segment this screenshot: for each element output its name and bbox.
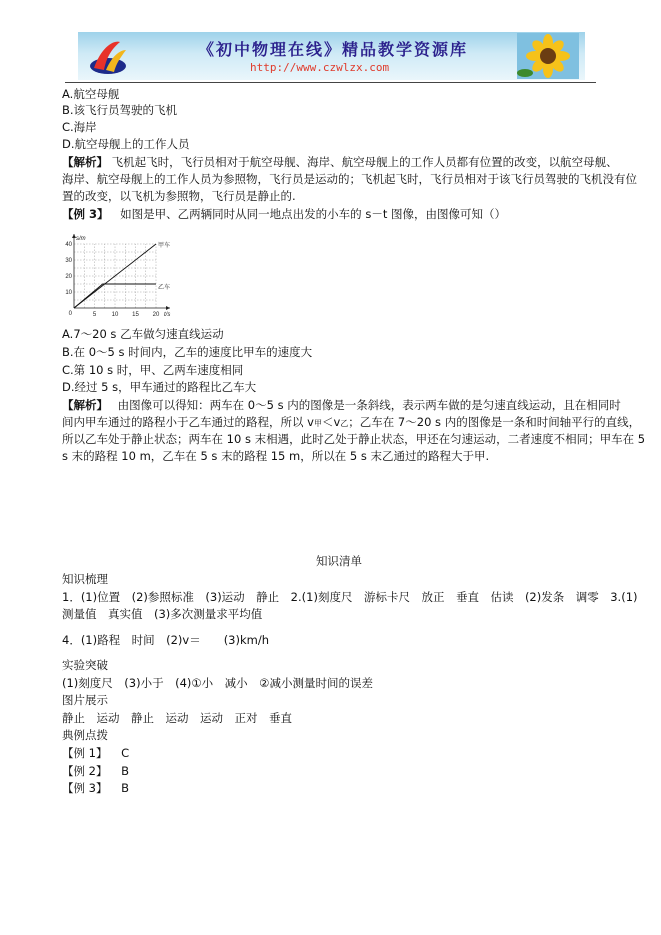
answer-line: 4．(1)路程 时间 (2)v＝ (3)km/h	[62, 633, 270, 647]
option-d: D.经过 5 s，甲车通过的路程比乙车大	[62, 380, 257, 394]
analysis-line	[62, 154, 618, 170]
x-tick-label: 15	[132, 312, 139, 318]
analysis-text: ；乙车在 7～20 s 内的图像是一条和时间轴平行的直线，	[348, 415, 641, 429]
subsection-title: 典例点拨	[62, 728, 108, 742]
x-tick-label: 10	[111, 312, 119, 318]
example-tag: 【例 3】	[62, 781, 108, 795]
analysis-line: 所以乙车处于静止状态；两车在 10 s 末相遇，此时乙处于静止状态，甲还在匀速运动，二者速度不相同；甲车在 5	[62, 432, 646, 446]
example-tag: 【例 1】	[62, 746, 108, 760]
series-label: 乙车	[158, 285, 171, 291]
subsection-title: 知识梳理	[62, 572, 108, 586]
x-tick-label: 5	[92, 312, 97, 318]
y-tick-label: 30	[65, 258, 72, 264]
answer-value: C	[121, 746, 130, 760]
analysis-text: 由图像可以得知：两车在 0～5 s 内的图像是一条斜线，表示两车做的是匀速直线运动，且在相同时	[117, 398, 621, 412]
s-t-graph	[60, 228, 180, 320]
example-answer	[62, 780, 129, 796]
analysis-text: 飞机起飞时，飞行员相对于航空母舰、海岸、航空母舰上的工作人员都有位置的改变，以航空母舰、	[111, 155, 618, 169]
analysis-line	[62, 397, 621, 413]
answer-line: (1)刻度尺 (3)小于 (4)①小 减小 ②减小测量时间的误差	[62, 676, 373, 690]
banner-title: 《初中物理在线》精品教学资源库	[198, 40, 469, 59]
origin-label: 0	[68, 311, 72, 317]
x-tick-label: 20	[152, 312, 160, 318]
analysis-text: ＜v	[321, 415, 341, 429]
sunflower-icon	[517, 33, 579, 79]
answer-line: 静止 运动 静止 运动 运动 正对 垂直	[62, 711, 292, 725]
series-label: 甲车	[158, 243, 171, 249]
example-3-stem	[62, 206, 506, 222]
y-axis-label: s/m	[76, 236, 86, 242]
option-c: C.海岸	[62, 120, 97, 134]
y-tick-label: 40	[65, 242, 72, 248]
option-a: A.7～20 s 乙车做匀速直线运动	[62, 327, 224, 341]
example-tag: 【例 2】	[62, 764, 108, 778]
y-tick-label: 20	[65, 274, 72, 280]
analysis-line	[62, 414, 640, 432]
analysis-tag: 【解析】	[62, 398, 108, 412]
option-b: B.在 0～5 s 时间内，乙车的速度比甲车的速度大	[62, 345, 313, 359]
analysis-line: 置的改变，以飞机为参照物，飞行员是静止的.	[62, 189, 296, 203]
analysis-text: 间内甲车通过的路程小于乙车通过的路程，所以 v	[62, 415, 314, 429]
section-heading: 知识清单	[316, 554, 362, 568]
example-answer	[62, 763, 129, 779]
option-c: C.第 10 s 时，甲、乙两车速度相同	[62, 363, 244, 377]
analysis-line: s 末的路程 10 m，乙车在 5 s 末的路程 15 m，所以在 5 s 末乙通过的路程大于甲.	[62, 449, 490, 463]
header-banner	[78, 32, 585, 80]
example-answer	[62, 745, 129, 761]
subscript: 乙	[340, 419, 349, 428]
analysis-line: 海岸、航空母舰上的工作人员为参照物，飞行员是运动的；飞机起飞时，飞行员相对于该飞行员驾驶的飞机没有位	[62, 172, 637, 186]
y-tick-label: 10	[65, 290, 72, 296]
analysis-tag: 【解析】	[62, 155, 108, 169]
header-rule	[65, 82, 596, 83]
x-axis-arrow	[166, 306, 170, 310]
x-axis-label: t/s	[164, 312, 171, 318]
banner-url: http://www.czwlzx.com	[250, 61, 390, 74]
answer-line: 1．(1)位置 (2)参照标准 (3)运动 静止 2.(1)刻度尺 游标卡尺 放正 垂直 估读 (2)发条 调零 3.(1)	[62, 590, 638, 604]
option-d: D.航空母舰上的工作人员	[62, 137, 190, 151]
option-a: A.航空母舰	[62, 87, 120, 101]
example-tag: 【例 3】	[62, 207, 109, 221]
option-b: B.该飞行员驾驶的飞机	[62, 103, 178, 117]
subscript: 甲	[313, 419, 322, 428]
subsection-title: 图片展示	[62, 693, 108, 707]
answer-value: B	[121, 764, 130, 778]
site-logo	[86, 36, 130, 78]
subsection-title: 实验突破	[62, 658, 108, 672]
answer-value: B	[121, 781, 130, 795]
example-text: 如图是甲、乙两辆同时从同一地点出发的小车的 s－t 图像，由图像可知（）	[120, 207, 506, 221]
answer-line: 测量值 真实值 (3)多次测量求平均值	[62, 607, 263, 621]
